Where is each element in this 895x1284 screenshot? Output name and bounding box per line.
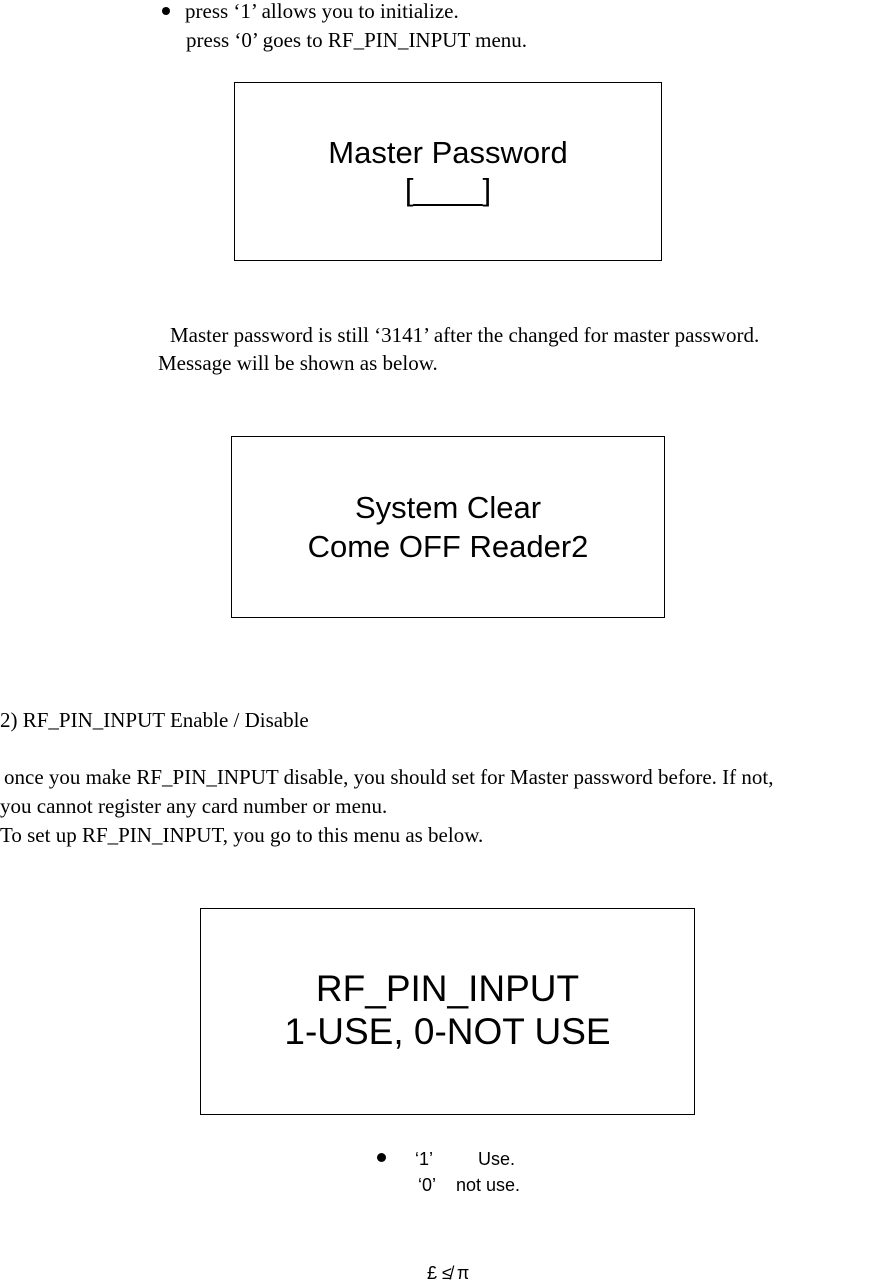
section-heading: 2) RF_PIN_INPUT Enable / Disable <box>0 708 309 732</box>
intro-line-2: press ‘0’ goes to RF_PIN_INPUT menu. <box>186 28 528 52</box>
note-line-2: Message will be shown as below. <box>158 351 438 375</box>
page-footer: £ ≰ π <box>427 1263 470 1283</box>
section-para-line-1: once you make RF_PIN_INPUT disable, you should set for Master password before. If not, <box>4 765 774 789</box>
rf-pin-input-title: RF_PIN_INPUT <box>315 968 580 1009</box>
rf-pin-input-display-box <box>200 908 695 1115</box>
note-line-1: Master password is still ‘3141’ after the changed for master password. <box>170 323 760 347</box>
system-clear-subtitle: Come OFF Reader2 <box>307 529 589 564</box>
system-clear-display-box <box>231 436 665 618</box>
master-password-title: Master Password <box>328 135 568 170</box>
master-password-display-box <box>234 82 662 261</box>
option-key-use: ‘1’ <box>415 1149 434 1169</box>
option-bullet-dot <box>377 1153 386 1162</box>
section-para-line-3: To set up RF_PIN_INPUT, you go to this menu as below. <box>0 823 484 847</box>
master-password-field: [____] <box>404 172 492 207</box>
section-para-line-2: you cannot register any card number or menu. <box>0 794 388 818</box>
intro-line-1: press ‘1’ allows you to initialize. <box>185 0 459 23</box>
option-label-not-use: not use. <box>456 1175 521 1195</box>
option-label-use: Use. <box>478 1149 516 1169</box>
bullet-dot <box>162 7 170 15</box>
system-clear-title: System Clear <box>354 490 542 525</box>
rf-pin-input-options: 1-USE, 0-NOT USE <box>284 1011 611 1052</box>
option-key-not-use: ‘0’ <box>418 1175 437 1195</box>
